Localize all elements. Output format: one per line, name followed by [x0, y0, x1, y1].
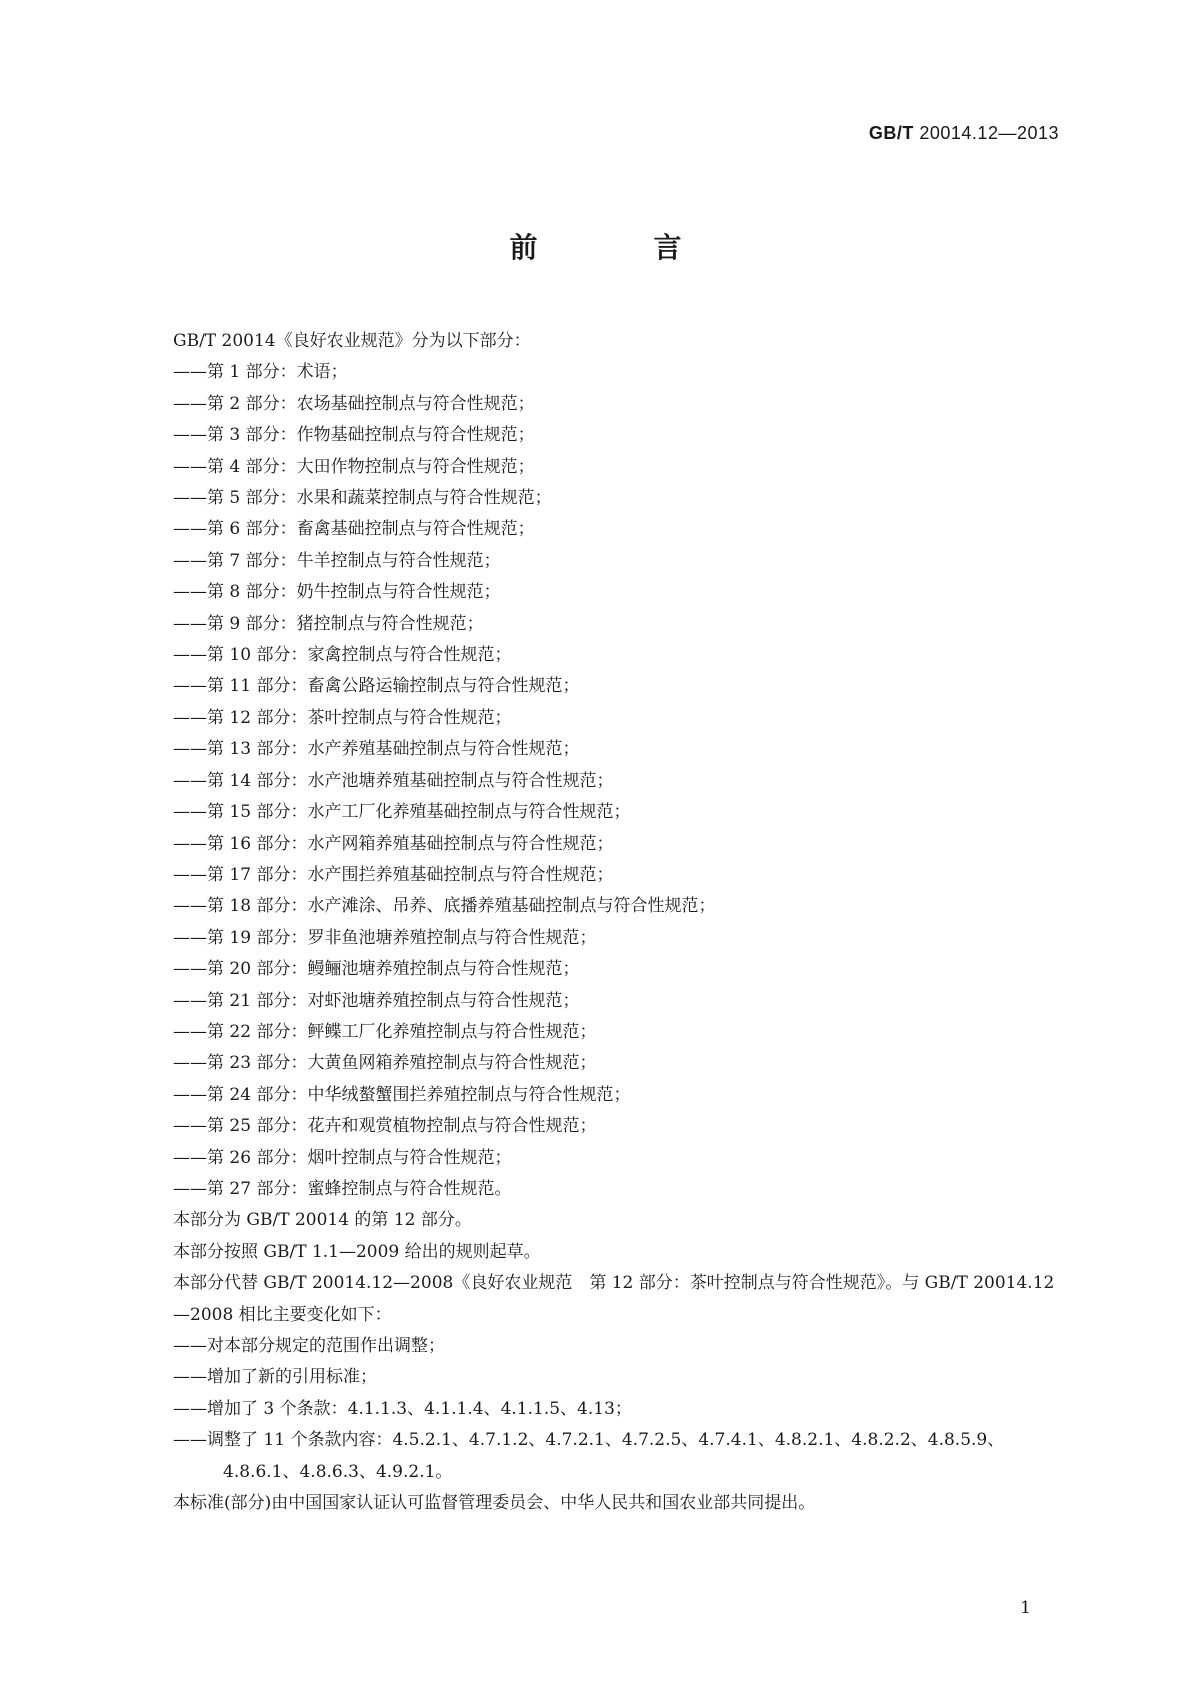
statement-proposer: 本标准(部分)由中国国家认证认可监督管理委员会、中华人民共和国农业部共同提出。: [173, 1493, 816, 1514]
list-item: ——第 7 部分：牛羊控制点与符合性规范；: [173, 550, 501, 571]
standard-code: [869, 123, 1059, 144]
foreword-body: [136, 326, 1064, 1519]
statement-drafting: 本部分按照 GB/T 1.1—2009 给出的规则起草。: [173, 1241, 541, 1262]
list-item: ——对本部分规定的范围作出调整；: [173, 1336, 445, 1356]
list-item: ——第 10 部分：家禽控制点与符合性规范；: [173, 645, 512, 666]
list-item: ——第 25 部分：花卉和观赏植物控制点与符合性规范；: [173, 1116, 597, 1137]
list-item: ——第 19 部分：罗非鱼池塘养殖控制点与符合性规范；: [173, 927, 597, 948]
parts-list: [136, 357, 1064, 1205]
list-item: ——第 2 部分：农场基础控制点与符合性规范；: [173, 393, 535, 414]
page-title: 前 言: [509, 231, 726, 264]
page-number: 1: [1020, 1598, 1031, 1618]
list-item: ——第 23 部分：大黄鱼网箱养殖控制点与符合性规范；: [173, 1053, 597, 1074]
list-item: ——第 21 部分：对虾池塘养殖控制点与符合性规范；: [173, 990, 580, 1011]
statement-replace: 本部分代替 GB/T 20014.12—2008《良好农业规范 第 12 部分：茶叶控制点与符合性规范》。与 GB/T 20014.12—2008 相比主要变化如下：: [173, 1273, 1055, 1325]
list-item: ——第 24 部分：中华绒螯蟹围拦养殖控制点与符合性规范；: [173, 1084, 631, 1105]
list-item: ——第 5 部分：水果和蔬菜控制点与符合性规范；: [173, 488, 552, 509]
list-item: ——第 6 部分：畜禽基础控制点与符合性规范；: [173, 519, 535, 540]
list-item: ——第 14 部分：水产池塘养殖基础控制点与符合性规范；: [173, 770, 614, 791]
list-item: ——第 9 部分：猪控制点与符合性规范；: [173, 613, 484, 634]
list-item: ——第 16 部分：水产网箱养殖基础控制点与符合性规范；: [173, 833, 614, 854]
list-item: ——第 17 部分：水产围拦养殖基础控制点与符合性规范；: [173, 864, 614, 885]
list-item: ——第 3 部分：作物基础控制点与符合性规范；: [173, 425, 535, 446]
list-item: ——第 11 部分：畜禽公路运输控制点与符合性规范；: [173, 676, 580, 697]
list-item: ——第 15 部分：水产工厂化养殖基础控制点与符合性规范；: [173, 802, 631, 823]
standard-number: 20014.12—2013: [919, 123, 1059, 143]
list-item: ——调整了 11 个条款内容：4.5.2.1、4.7.1.2、4.7.2.1、4.7.2.5、4.7.4.1、4.8.2.1、4.8.2.2、4.8.5.9、4.8.6.1、4.8.6.3、4.9.2.1。: [173, 1430, 1005, 1482]
list-item: ——第 18 部分：水产滩涂、吊养、底播养殖基础控制点与符合性规范；: [173, 896, 716, 917]
list-item: ——第 12 部分：茶叶控制点与符合性规范；: [173, 707, 512, 728]
list-item: ——第 26 部分：烟叶控制点与符合性规范；: [173, 1147, 512, 1168]
list-item: ——第 4 部分：大田作物控制点与符合性规范；: [173, 456, 535, 477]
list-item: ——第 1 部分：术语；: [173, 362, 348, 383]
list-item: ——第 8 部分：奶牛控制点与符合性规范；: [173, 582, 501, 603]
list-item: ——第 20 部分：鳗鲡池塘养殖控制点与符合性规范；: [173, 959, 580, 980]
list-item: ——增加了 3 个条款：4.1.1.3、4.1.1.4、4.1.1.5、4.13；: [173, 1398, 632, 1419]
statement-part: 本部分为 GB/T 20014 的第 12 部分。: [173, 1210, 472, 1231]
changes-list: [136, 1331, 1064, 1488]
list-item: ——第 27 部分：蜜蜂控制点与符合性规范。: [173, 1178, 512, 1199]
list-item: ——增加了新的引用标准；: [173, 1367, 377, 1388]
list-item: ——第 22 部分：鲆鲽工厂化养殖控制点与符合性规范；: [173, 1021, 597, 1042]
intro-paragraph: GB/T 20014《良好农业规范》分为以下部分：: [173, 331, 531, 351]
standard-prefix: GB/T: [868, 123, 914, 143]
list-item: ——第 13 部分：水产养殖基础控制点与符合性规范；: [173, 739, 580, 760]
